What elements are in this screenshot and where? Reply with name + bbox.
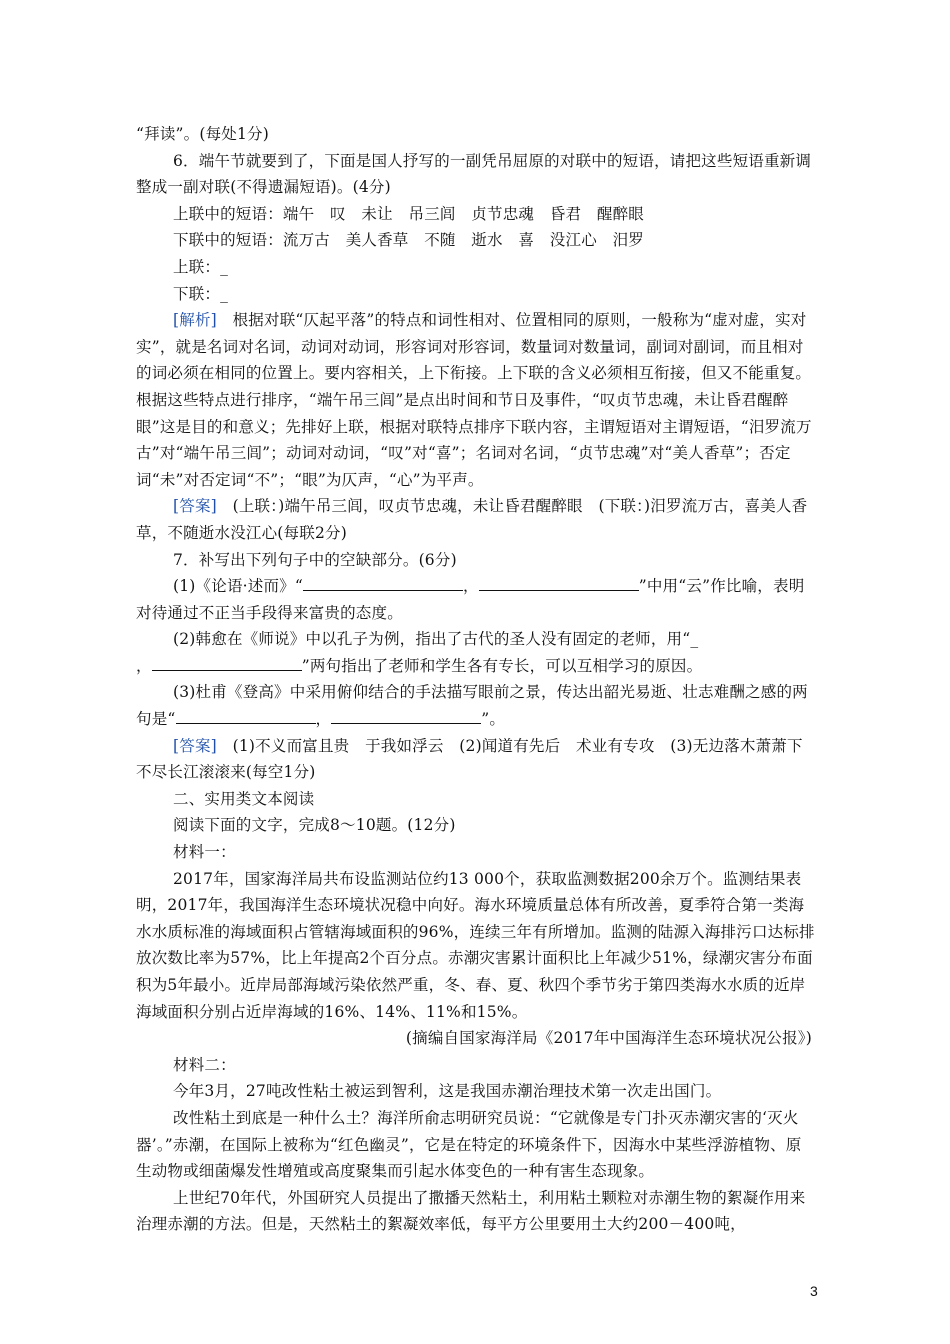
fill-blank[interactable] (479, 573, 639, 591)
answer-6-text: (上联：)端午吊三闾，叹贞节忠魂，未让昏君醒醉眼 (下联：)汨罗流万古，喜美人香草，不随逝水没江心(每联2分) (136, 497, 808, 542)
q7-1-text-a: (1)《论语·述而》“ (173, 577, 304, 596)
fill-blank[interactable] (152, 653, 302, 671)
analysis-tag: [解析] (173, 311, 217, 330)
fill-blank[interactable] (331, 706, 481, 724)
q7-2-text-c: ”两句指出了老师和学生各有专长，可以互相学习的原因。 (301, 656, 703, 675)
fill-blank[interactable] (303, 573, 463, 591)
upper-couplet-phrases: 上联中的短语：端午 叹 未让 吊三闾 贞节忠魂 昏君 醒醉眼 (173, 204, 645, 223)
material-2-paragraph: 今年3月，27吨改性粘土被运到智利，这是我国赤潮治理技术第一次走出国门。 (173, 1082, 722, 1101)
material-1-source: (摘编自国家海洋局《2017年中国海洋生态环境状况公报》) (405, 1029, 812, 1048)
question-7-1 (136, 573, 816, 626)
answer-7-paragraph (136, 733, 819, 786)
question-7-2 (136, 626, 816, 679)
q7-3-text-a: (3)杜甫《登高》中采用俯仰结合的手法描写眼前之景，传达出韶光易逝、壮志难酬之感的两句是“ (136, 683, 808, 729)
material-1-label: 材料一： (173, 843, 236, 862)
answer-6-paragraph (136, 493, 816, 546)
question-6: 6．端午节就要到了，下面是国人抒写的一副凭吊屈原的对联中的短语，请把这些短语重新调整成一副对联(不得遗漏短语)。(4分) (136, 151, 812, 197)
answer-7-tag: [答案] (173, 736, 217, 755)
reading-instruction: 阅读下面的文字，完成8～10题。(12分) (173, 816, 456, 835)
lower-couplet-phrases: 下联中的短语：流万古 美人香草 不随 逝水 喜 没江心 汨罗 (173, 231, 645, 250)
material-2-paragraph: 上世纪70年代，外国研究人员提出了撒播天然粘土，利用粘土颗粒对赤潮生物的絮凝作用来治理赤潮的方法。但是，天然粘土的絮凝效率低，每平方公里要用土大约200－400吨， (136, 1188, 806, 1234)
lower-couplet-blank: 下联：_ (173, 284, 229, 303)
material-1-text: 2017年，国家海洋局共布设监测站位约13 000个，获取监测数据200余万个。监测结果表明，2017年，我国海洋生态环境状况稳中向好。海水环境质量总体有所改善，夏季符合第一类海水水质标准的海域面积占管辖海域面积的96%，连续三年有所增加。监测的陆源入海排污口达标排放次数比率为57%，比上年提高2个百分点。赤潮灾害累计面积比上年减少51%，绿潮灾害分布面积为5年最小。近岸局部海域污染依然严重，冬、春、夏、秋四个季节劣于第四类海水水质的近岸海域面积分别占近岸海域的16%、14%、11%和15%。 (136, 869, 815, 1021)
material-2-label: 材料二： (173, 1055, 236, 1074)
answer-tag: [答案] (173, 497, 217, 516)
page-content (136, 121, 819, 1238)
section-heading: 二、实用类文本阅读 (173, 789, 315, 808)
analysis-paragraph (136, 307, 816, 493)
q7-3-text-b: ， (315, 710, 332, 729)
page-number: 3 (810, 1283, 818, 1299)
text-line: “拜读”。(每处1分) (136, 125, 270, 143)
q7-1-text-c: ”中用“云”作比喻，表明对待通过不正当手段得来富贵的态度。 (136, 577, 805, 622)
question-7-3 (136, 679, 816, 732)
q7-3-text-c: ”。 (481, 710, 506, 729)
fill-blank[interactable] (176, 706, 316, 724)
question-7: 7．补写出下列句子中的空缺部分。(6分) (173, 550, 457, 569)
upper-couplet-blank: 上联：_ (173, 257, 229, 276)
q7-2-text-a: (2)韩愈在《师说》中以孔子为例，指出了古代的圣人没有固定的老师，用“_ (173, 630, 699, 649)
q7-2-text-b: ， (136, 656, 152, 675)
analysis-text: 根据对联“仄起平落”的特点和词性相对、位置相同的原则，一般称为“虚对虚，实对实”，就是名词对名词，动词对动词，形容词对形容词，数量词对数量词，副词对副词，而且相对的词必须在相同的位置上。要内容相关，上下衔接。上下联的含义必须相互衔接，但又不能重复。根据这些特点进行排序，“端午吊三闾”是点出时间和节日及事件，“叹贞节忠魂，未让昏君醒醉眼”这是目的和意义；先排好上联，根据对联特点排序下联内容，主谓短语对主谓短语，“汨罗流万古”对“端午吊三闾”；动词对动词，“叹”对“喜”；名词对名词，“贞节忠魂”对“美人香草”；否定词“未”对否定词“不”；“眼”为仄声，“心”为平声。 (136, 311, 812, 489)
q7-1-text-b: ， (463, 577, 479, 596)
material-2-paragraph: 改性粘土到底是一种什么土？海洋所俞志明研究员说：“它就像是专门扑灭赤潮灾害的‘灭火器’。”赤潮，在国际上被称为“红色幽灵”，它是在特定的环境条件下，因海水中某些浮游植物、原生动物或细菌爆发性增殖或高度聚集而引起水体变色的一种有害生态现象。 (136, 1108, 802, 1181)
answer-7-text: (1)不义而富且贵 于我如浮云 (2)闻道有先后 术业有专攻 (3)无边落木萧萧下 不尽长江滚滚来(每空1分) (136, 736, 819, 782)
